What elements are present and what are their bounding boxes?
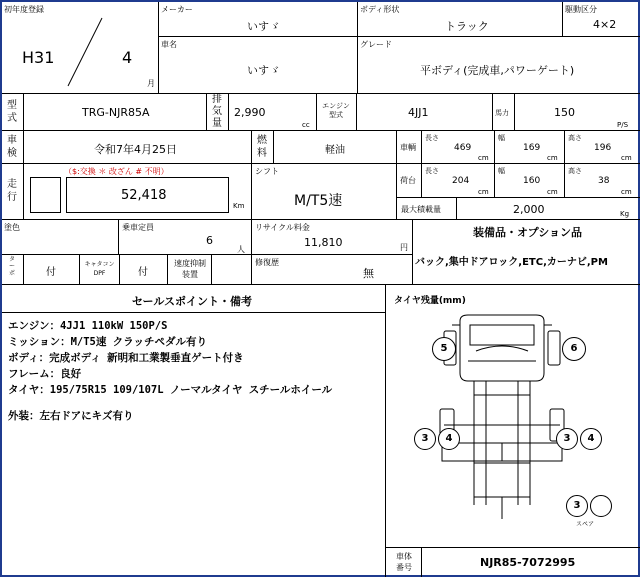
tire-rear-right-inner: 3	[556, 428, 578, 450]
max-load-unit: Kg	[620, 210, 630, 218]
vehicle-width-value: 169	[523, 143, 541, 153]
limiter-label-cell	[168, 255, 212, 285]
cargo-height-cell	[565, 164, 640, 198]
note-line: ボディ：完成ボディ 新明和工業製垂直ゲート付き	[8, 352, 244, 364]
note-line: エンジン：4JJ1 110kW 150P/S	[8, 320, 168, 332]
vehicle-height-unit: cm	[621, 154, 632, 162]
first-registration-era: H31	[22, 48, 55, 67]
month-unit: 月	[147, 79, 155, 88]
mileage-value-box	[66, 177, 229, 213]
cargo-width-cell	[495, 164, 565, 198]
max-load-value: 2,000	[513, 203, 545, 216]
dpf-value: 付	[138, 267, 148, 278]
engine-cell	[357, 94, 493, 131]
recycle-label: リサイクル料金	[255, 223, 310, 232]
car-name-cell	[159, 37, 358, 94]
inspection-label: 車検	[7, 135, 17, 159]
capacity-value: 6	[206, 234, 213, 247]
turbo-label-cell	[2, 255, 24, 285]
tire-rear-left-outer: 3	[414, 428, 436, 450]
maker-cell	[159, 2, 358, 37]
equipment-cell	[413, 220, 640, 285]
shift-label: シフト	[255, 167, 279, 176]
cargo-height-label: 高さ	[568, 167, 582, 175]
chassis-value: NJR85-7072995	[480, 556, 576, 569]
note-line	[8, 398, 332, 408]
tire-title: タイヤ残量(mm)	[394, 296, 466, 306]
cargo-length-label: 長さ	[425, 167, 439, 175]
mileage-cell	[24, 164, 252, 220]
note-line: ミッション：M/T5速 クラッチペダル有り	[8, 336, 207, 348]
limiter-cell	[212, 255, 252, 285]
max-load-cell	[457, 198, 640, 220]
mileage-label-cell	[2, 164, 24, 220]
capacity-unit: 人	[237, 245, 245, 254]
drive-cell	[563, 2, 640, 37]
repair-value: 無	[363, 267, 374, 280]
first-registration-month: 4	[122, 48, 133, 67]
engine-value: 4JJ1	[408, 106, 429, 119]
capacity-cell	[119, 220, 252, 255]
body-shape-value: トラック	[445, 20, 489, 33]
horsepower-cell	[515, 94, 640, 131]
cargo-length-unit: cm	[478, 188, 489, 196]
repair-cell	[252, 255, 413, 285]
cargo-dims-label: 荷台	[400, 176, 416, 185]
vehicle-length-unit: cm	[478, 154, 489, 162]
dpf-label: キャタコンDPF	[84, 261, 115, 277]
cargo-height-unit: cm	[621, 188, 632, 196]
date-divider-slash	[62, 16, 122, 88]
maker-label: メーカー	[161, 5, 193, 14]
model-cell	[24, 94, 207, 131]
vehicle-height-label: 高さ	[568, 134, 582, 142]
tire-front-right: 6	[562, 337, 586, 361]
limiter-label: 速度抑制装置	[174, 259, 206, 279]
turbo-cell	[24, 255, 80, 285]
cargo-width-value: 160	[523, 176, 541, 186]
first-registration-cell	[2, 2, 159, 94]
mileage-value: 52,418	[121, 188, 167, 203]
max-load-label-cell	[397, 198, 457, 220]
vehicle-height-value: 196	[594, 143, 612, 153]
engine-label-cell	[317, 94, 357, 131]
cargo-width-unit: cm	[547, 188, 558, 196]
vehicle-length-cell	[422, 131, 495, 164]
repair-label: 修復歴	[255, 258, 279, 267]
displacement-cell	[229, 94, 317, 131]
tire-spare: 3	[566, 495, 588, 517]
chassis-cell	[422, 548, 640, 577]
horsepower-label-cell	[493, 94, 515, 131]
inspection-label-cell	[2, 131, 24, 164]
tire-panel	[386, 285, 640, 548]
note-line: 外装：左右ドアにキズ有り	[8, 410, 134, 422]
vehicle-height-cell	[565, 131, 640, 164]
note-line: タイヤ：195/75R15 109/107L ノーマルタイヤ スチールホイール	[8, 384, 333, 396]
turbo-label: ターボ	[8, 256, 15, 277]
fuel-cell	[274, 131, 397, 164]
displacement-label: 排気量	[212, 94, 222, 129]
cargo-length-value: 204	[452, 176, 470, 186]
horsepower-value: 150	[554, 106, 575, 119]
car-name-label: 車名	[161, 40, 177, 49]
note-line: フレーム：良好	[8, 368, 82, 380]
inspection-cell	[24, 131, 252, 164]
cargo-width-label: 幅	[498, 167, 505, 175]
drive-label: 駆動区分	[565, 5, 597, 14]
model-label-cell	[2, 94, 24, 131]
equipment-value: バック,集中ドアロック,ETC,カーナビ,PM	[415, 257, 608, 268]
grade-value: 平ボディ(完成車,パワーゲート)	[420, 64, 575, 77]
chassis-label: 車体番号	[396, 552, 412, 572]
horsepower-unit: P/S	[617, 121, 629, 129]
dpf-label-cell	[80, 255, 120, 285]
drive-value: 4×2	[593, 18, 617, 31]
vehicle-dims-label: 車輌	[400, 143, 416, 152]
displacement-unit: cc	[302, 121, 310, 129]
mileage-note: （$:交換 ＊ 改ざん # 不明）	[64, 167, 169, 176]
max-load-label: 最大積載量	[401, 205, 441, 214]
engine-label: エンジン型式	[322, 102, 350, 119]
mileage-label: 走行	[7, 179, 17, 203]
maker-value: いすゞ	[247, 20, 280, 33]
recycle-value: 11,810	[304, 236, 343, 249]
tire-spare-blank	[590, 495, 612, 517]
capacity-label: 乗車定員	[122, 223, 154, 232]
first-registration-label: 初年度登録	[4, 5, 44, 14]
chassis-label-cell	[386, 548, 422, 577]
color-cell	[2, 220, 119, 255]
displacement-label-cell	[207, 94, 229, 131]
body-shape-cell	[358, 2, 563, 37]
horsepower-label: 馬力	[495, 109, 509, 117]
shift-value: M/T5速	[294, 193, 343, 209]
tire-rear-right-outer: 4	[580, 428, 602, 450]
turbo-value: 付	[46, 267, 56, 278]
recycle-unit: 円	[400, 243, 408, 252]
tire-front-left: 5	[432, 337, 456, 361]
sales-points-title: セールスポイント・備考	[132, 295, 253, 308]
recycle-cell	[252, 220, 413, 255]
inspection-value: 令和7年4月25日	[94, 143, 177, 156]
color-label: 塗色	[4, 223, 20, 232]
cargo-height-value: 38	[598, 176, 610, 186]
cargo-length-cell	[422, 164, 495, 198]
fuel-label: 燃料	[257, 135, 267, 159]
grade-label: グレード	[360, 40, 392, 49]
mileage-unit: Km	[233, 202, 245, 210]
sales-points-notes	[8, 318, 332, 424]
vehicle-dims-label-cell	[397, 131, 422, 164]
sales-points-header	[2, 285, 385, 313]
vehicle-width-cell	[495, 131, 565, 164]
dpf-cell	[120, 255, 168, 285]
cargo-dims-label-cell	[397, 164, 422, 198]
body-shape-label: ボディ形状	[360, 5, 400, 14]
vehicle-length-value: 469	[454, 143, 472, 153]
tire-rear-left-inner: 4	[438, 428, 460, 450]
spare-label: スペア	[576, 521, 595, 528]
vehicle-width-label: 幅	[498, 134, 505, 142]
vehicle-width-unit: cm	[547, 154, 558, 162]
shift-cell	[252, 164, 397, 220]
car-name-value: いすゞ	[247, 64, 280, 77]
mileage-check-box	[30, 177, 61, 213]
fuel-value: 軽油	[325, 145, 345, 156]
vehicle-length-label: 長さ	[425, 134, 439, 142]
equipment-title: 装備品・オプション品	[473, 226, 583, 239]
model-value: TRG-NJR85A	[82, 106, 150, 119]
fuel-label-cell	[252, 131, 274, 164]
grade-cell	[358, 37, 640, 94]
displacement-value: 2,990	[234, 106, 266, 119]
model-label: 型式	[7, 100, 17, 124]
